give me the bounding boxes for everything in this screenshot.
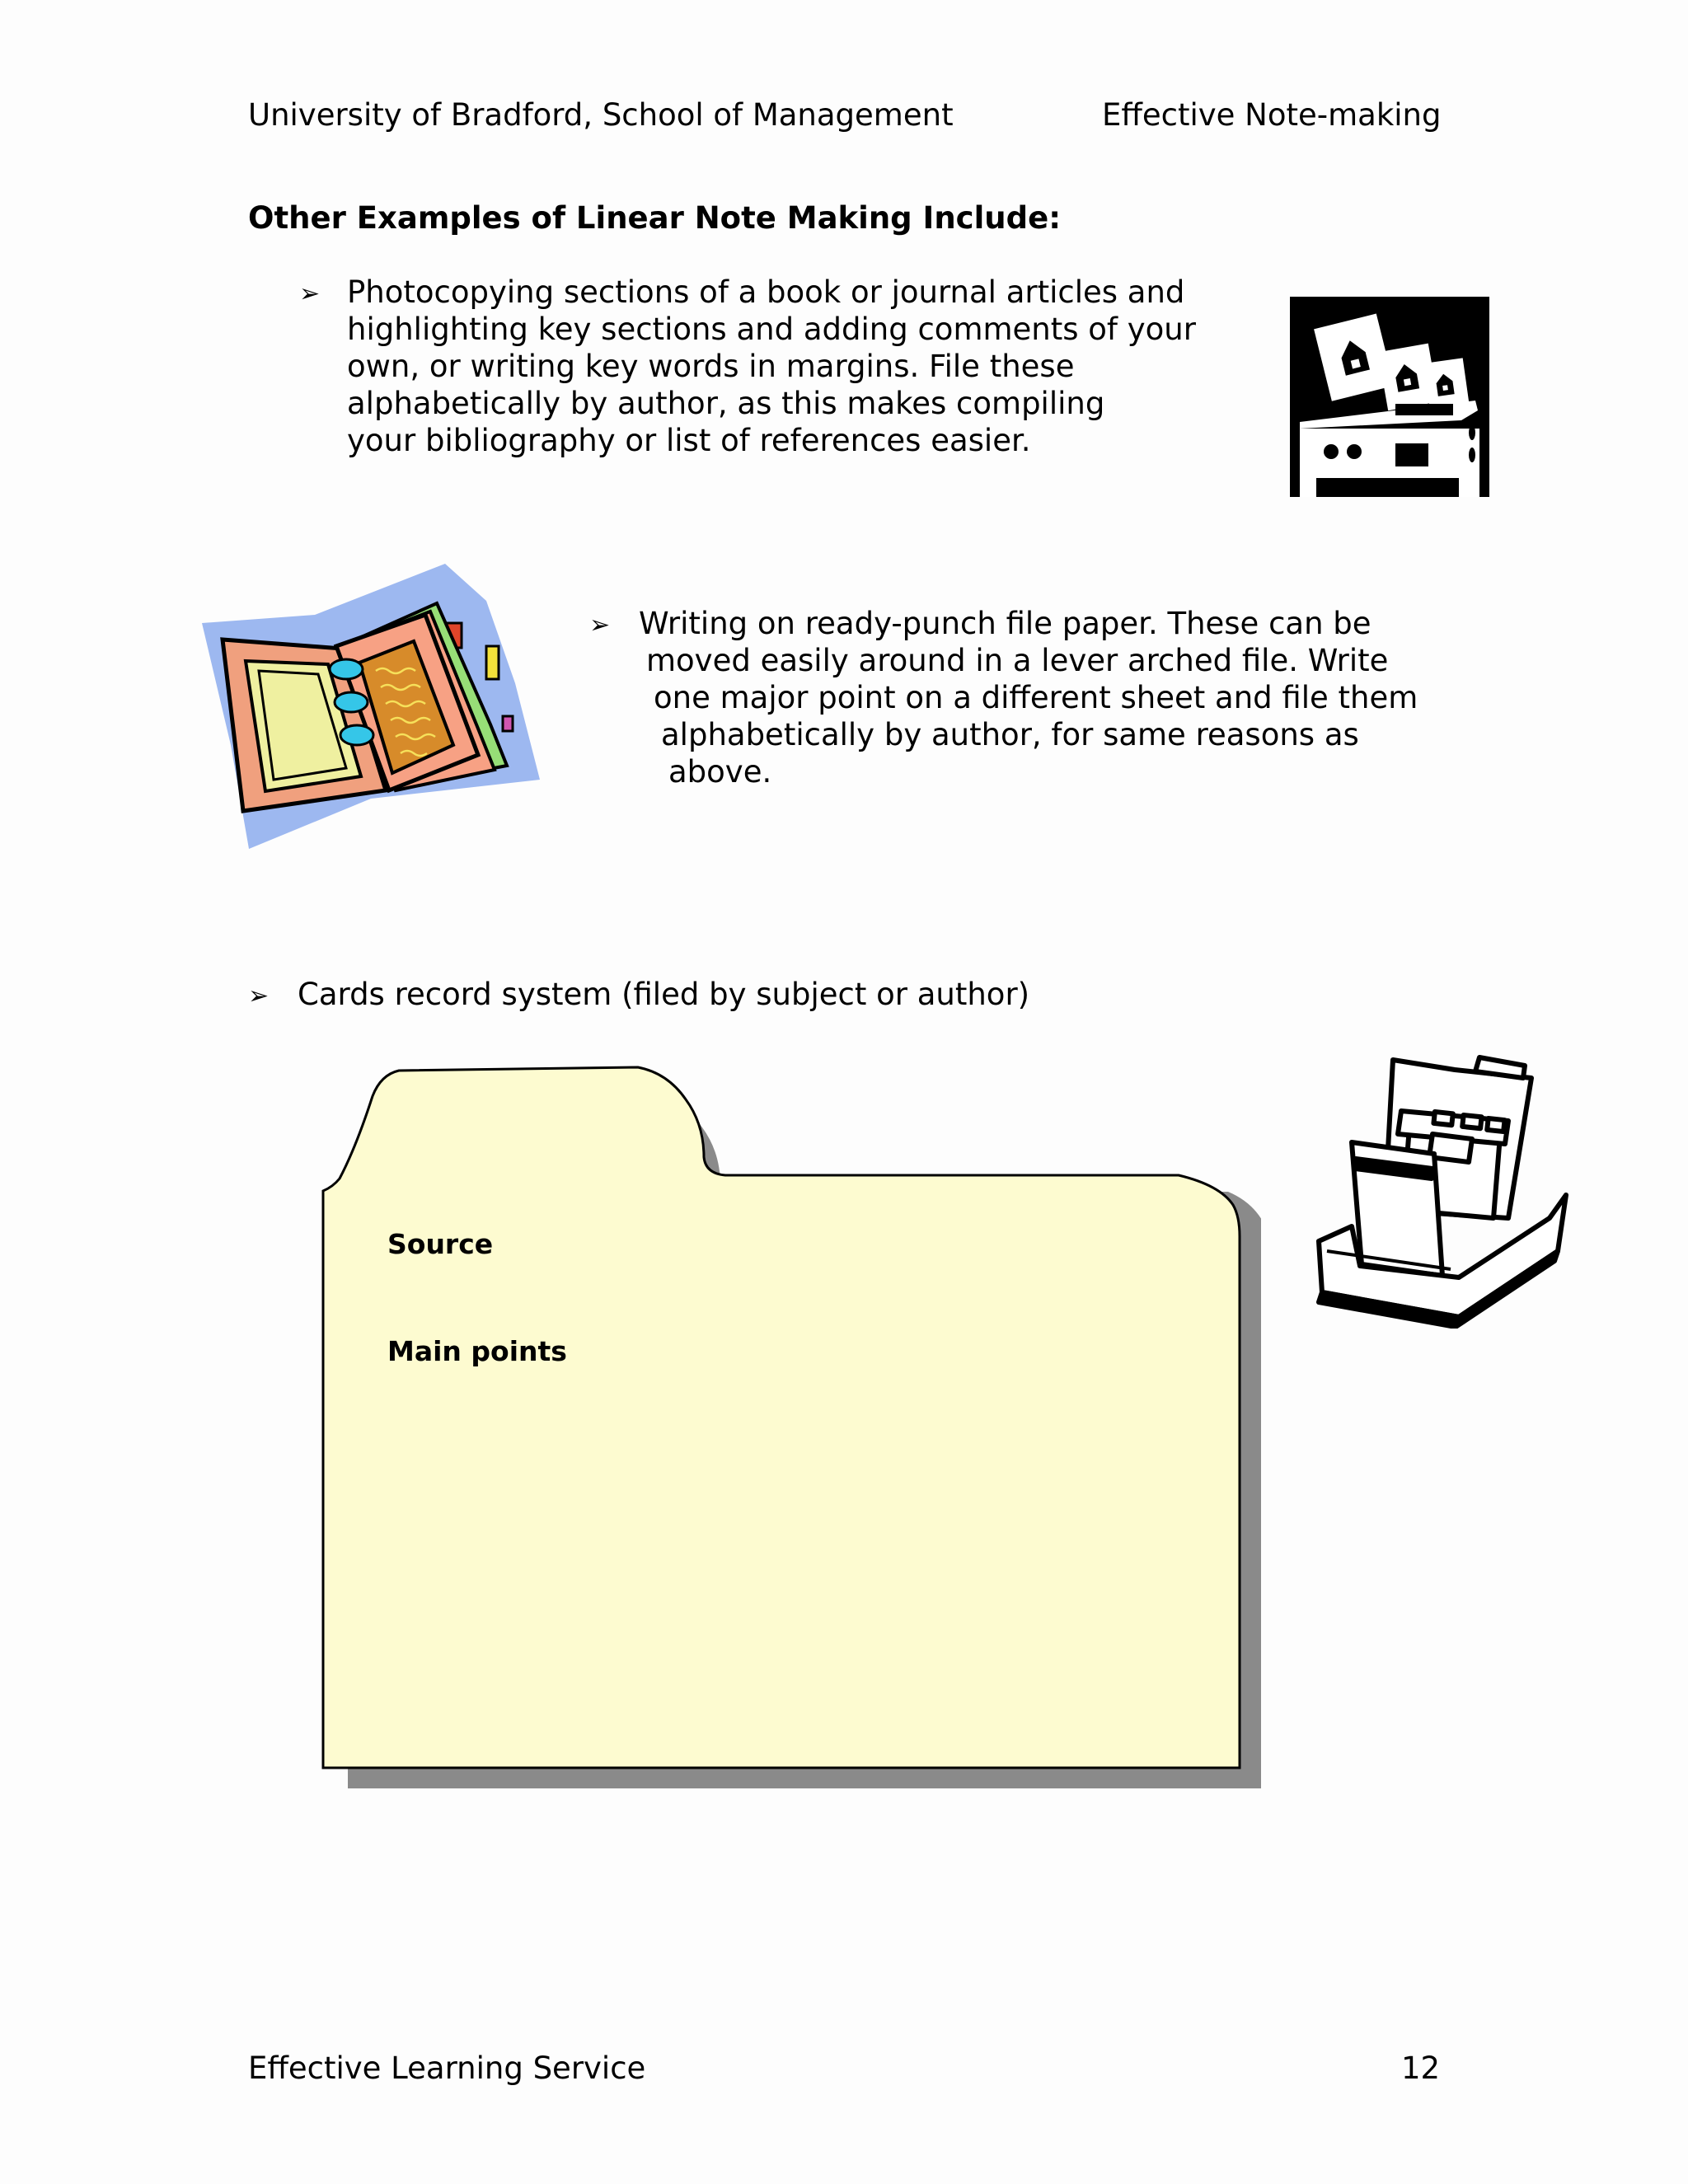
bullet-line: one major point on a different sheet and file them [654,680,1418,715]
bullet-line: Writing on ready-punch file paper. These can be [639,606,1372,641]
bullet-arrow-icon: ➢ [299,279,321,308]
bullet-line: own, or writing key words in margins. File these [347,349,1075,384]
photocopier-icon [1290,297,1489,497]
bullet-line: highlighting key sections and adding comments of your [347,312,1196,347]
header-right: Effective Note-making [1102,97,1442,133]
card-source-label: Source [387,1228,494,1260]
bullet-text [298,976,1029,1013]
bullet-line: above. [668,754,772,790]
bullet-line: alphabetically by author, as this makes compiling [347,386,1105,421]
ring-binder-icon [198,564,544,849]
record-card [313,1063,1261,1788]
bullet-arrow-icon: ➢ [589,611,611,640]
page-number: 12 [1401,2050,1441,2086]
bullet-line: your bibliography or list of references easier. [347,423,1031,458]
bullet-text [639,605,1418,790]
footer-left: Effective Learning Service [248,2050,646,2086]
bullet-line: Cards record system (filed by subject or author) [298,977,1030,1012]
card-index-box-icon [1311,1053,1582,1329]
bullet-text [347,274,1196,459]
bullet-line: alphabetically by author, for same reasons as [661,717,1359,752]
card-main-points-label: Main points [387,1335,567,1367]
section-title: Other Examples of Linear Note Making Include: [248,200,1061,236]
bullet-line: Photocopying sections of a book or journal articles and [347,274,1185,310]
bullet-line: moved easily around in a lever arched file. Write [646,643,1389,678]
bullet-arrow-icon: ➢ [248,982,270,1010]
header-left: University of Bradford, School of Management [248,97,954,133]
